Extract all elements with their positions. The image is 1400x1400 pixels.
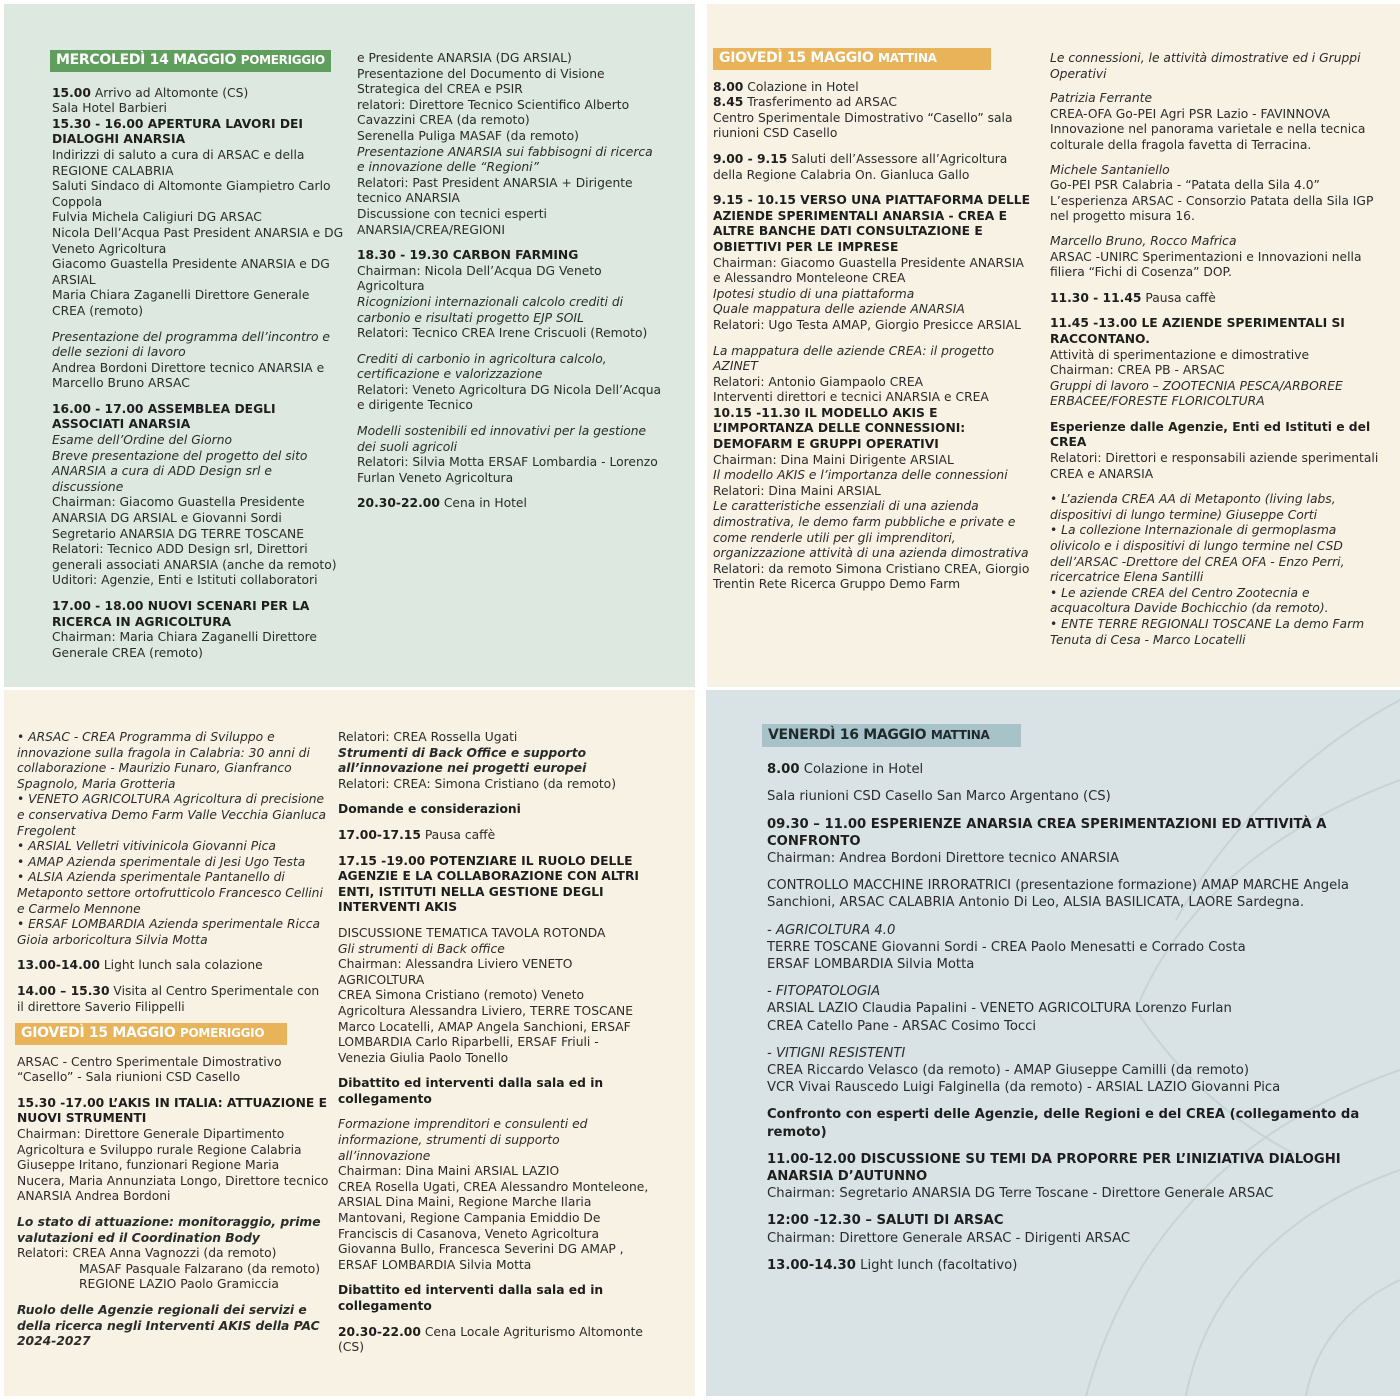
agenda-line [52, 257, 346, 288]
agenda-line [357, 352, 662, 383]
agenda-line [767, 761, 1362, 778]
line-text: Trasferimento ad ARSAC [743, 95, 897, 110]
time-label: 14.00 – 15.30 [17, 983, 110, 998]
time-label: 17.00-17.15 [338, 827, 421, 842]
topic-text: • ARSIAL Velletri vitivinicola Giovanni Pica [17, 839, 276, 854]
topic-text: Formazione imprenditori e consulenti ed informazione, strumenti di supporto all’innovazione [338, 1117, 588, 1163]
header-day: VENERDÌ 16 MAGGIO [768, 727, 927, 743]
agenda-line [767, 877, 1362, 911]
line-text: Chairman: Alessandra Liviero VENETO AGRICOLTURA [338, 957, 573, 987]
line-text: Chairman: Maria Chiara Zaganelli Direttore Generale CREA (remoto) [52, 630, 317, 660]
agenda-line [52, 148, 346, 179]
topic-text: Esame dell’Ordine del Giorno [52, 433, 233, 448]
line-text: e Presidente ANARSIA (DG ARSIAL) [357, 51, 572, 65]
agenda-line [357, 129, 662, 145]
line-text: Presentazione del Documento di Visione Strategica del CREA e PSIR [357, 66, 605, 97]
agenda-line [17, 1262, 329, 1278]
line-text: Relatori: Tecnico CREA Irene Criscuoli (Remoto) [357, 326, 648, 341]
topic-text: • ARSAC - CREA Programma di Sviluppo e innovazione sulla fragola in Calabria: 30 anni di collaborazione - Maurizio Funaro, Gianfranco Spagnolo, Maria Grotteria [17, 730, 310, 791]
agenda-line [713, 499, 1035, 561]
agenda-line [52, 226, 346, 257]
line-text: Pausa caffè [420, 827, 496, 842]
agenda-line [767, 1185, 1362, 1202]
p2-col2 [1050, 51, 1380, 648]
agenda-line [52, 86, 346, 102]
agenda-line [713, 562, 1035, 593]
p3-col2 [338, 730, 650, 1356]
agenda-line [1050, 451, 1380, 482]
line-text: Chairman: Segretario ANARSIA DG Terre Toscane - Direttore Generale ARSAC [767, 1186, 1274, 1202]
p2-col1-list [713, 80, 1035, 593]
agenda-line [357, 383, 662, 414]
time-label: 8.00 [767, 762, 800, 778]
agenda-line [713, 95, 1035, 111]
session-title: 15.30 - 16.00 APERTURA LAVORI DEI DIALOGHI ANARSIA [52, 116, 304, 147]
line-text: relatori: Direttore Tecnico Scientifico Alberto Cavazzini CREA (da remoto) [357, 97, 630, 128]
line-text: Maria Chiara Zaganelli Direttore Generale CREA (remoto) [52, 288, 310, 318]
agenda-line [338, 1283, 650, 1314]
topic-text: Ricognizioni internazionali calcolo crediti di carbonio e risultati progetto EJP SOIL [357, 294, 624, 325]
agenda-line [767, 956, 1362, 973]
line-text: Chairman: Andrea Bordoni Direttore tecnico ANARSIA [767, 851, 1119, 867]
session-title: Dibattito ed interventi dalla sala ed in collegamento [338, 1283, 604, 1313]
agenda-line [17, 1215, 329, 1246]
agenda-line [1050, 363, 1380, 379]
line-text: Relatori: Tecnico ADD Design srl, Direttori generali associati ANARSIA (anche da remoto) [52, 542, 337, 572]
panel-wednesday-afternoon [4, 4, 695, 687]
line-text: VCR Vivai Rauscedo Luigi Falginella (da remoto) - ARSIAL LAZIO Giovanni Pica [767, 1080, 1281, 1096]
line-text: Saluti dell’Assessore all’Agricoltura della Regione Calabria On. Gianluca Gallo [713, 151, 1008, 182]
session-title: 11.45 -13.00 LE AZIENDE SPERIMENTALI SI RACCONTANO. [1050, 316, 1345, 346]
p1-col2 [357, 51, 662, 512]
p4-col [762, 724, 1362, 1274]
topic-text: Presentazione del programma dell’incontro e delle sezioni di lavoro [52, 329, 330, 360]
line-text: Go-PEI PSR Calabria - “Patata della Sila 4.0” L’esperienza ARSAC - Consorzio Patata della Sila IGP nel progetto misura 16. [1050, 178, 1374, 224]
agenda-line [17, 870, 329, 917]
agenda-line [338, 854, 650, 916]
line-text: Relatori: Direttori e responsabili aziende sperimentali CREA e ANARSIA [1050, 451, 1379, 481]
panel-friday-morning [706, 690, 1400, 1396]
line-text: CREA-OFA Go-PEI Agri PSR Lazio - FAVINNOVA Innovazione nel panorama varietale e nella tecnica colturale della fragola favetta di Terracina. [1050, 106, 1366, 152]
line-text: CONTROLLO MACCHINE IRRORATRICI (presentazione formazione) AMAP MARCHE Angela Sanchioni, ARSAC CALABRIA Antonio Di Leo, ALSIA BASILICATA, LAORE Sardegna. [767, 878, 1349, 911]
line-text: Light lunch sala colazione [99, 958, 263, 973]
agenda-line [767, 1212, 1362, 1229]
topic-text: • ENTE TERRE REGIONALI TOSCANE La demo Farm Tenuta di Cesa - Marco Locatelli [1050, 617, 1365, 647]
session-title: 9.15 - 10.15 VERSO UNA PIATTAFORMA DELLE AZIENDE SPERIMENTALI ANARSIA - CREA E ALTRE BANCHE DATI CONSULTAZIONE E OBIETTIVI PER LE IMPRESE [713, 193, 1031, 254]
agenda-line [52, 179, 346, 210]
p4-col-list [767, 761, 1362, 1274]
p3-col1 [17, 730, 329, 1350]
line-text: Centro Sperimentale Dimostrativo “Casello” sala riunioni CSD Casello [713, 110, 1013, 141]
header-thursday-morning [713, 48, 991, 70]
agenda-line [52, 495, 346, 542]
line-text: Pausa caffè [1141, 290, 1216, 305]
line-text: Relatori: da remoto Simona Cristiano CREA, Giorgio Trentin Rete Ricerca Gruppo Demo Farm [713, 561, 1030, 592]
agenda-line [17, 1055, 329, 1086]
agenda-line [357, 496, 662, 512]
agenda-line [767, 1045, 1362, 1062]
header-friday [762, 724, 1021, 747]
line-text: TERRE TOSCANE Giovanni Sordi - CREA Paolo Menesatti e Corrado Costa [767, 939, 1246, 955]
line-text: Chairman: Giacomo Guastella Presidente ANARSIA e Alessandro Monteleone CREA [713, 255, 1024, 286]
header-wednesday [50, 50, 331, 72]
agenda-line [338, 926, 650, 942]
p3-col2-list [338, 730, 650, 1356]
agenda-line [52, 433, 346, 449]
agenda-line [713, 468, 1035, 484]
agenda-line [17, 1246, 329, 1262]
line-text: Andrea Bordoni Direttore tecnico ANARSIA e Marcello Bruno ARSAC [52, 360, 325, 391]
time-label: 9.00 - 9.15 [713, 151, 788, 166]
p1-col1-list [52, 86, 346, 662]
agenda-line [1050, 420, 1380, 451]
agenda-line [52, 542, 346, 573]
agenda-line [338, 802, 650, 818]
agenda-line [17, 958, 329, 974]
session-title: 11.00-12.00 DISCUSSIONE SU TEMI DA PROPORRE PER L’INIZIATIVA DIALOGHI ANARSIA D’AUTUNNO [767, 1151, 1341, 1185]
line-text: Visita al Centro Sperimentale con il direttore Saverio Filippelli [17, 983, 320, 1014]
topic-text: • VENETO AGRICOLTURA Agricoltura di precisione e conservativa Demo Farm Valle Vecchia Gianluca Fregolent [17, 792, 327, 838]
agenda-line [357, 264, 662, 295]
time-label: 8.45 [713, 95, 744, 110]
agenda-line [713, 375, 1035, 391]
line-text: CREA Catello Pane - ARSAC Cosimo Tocci [767, 1018, 1037, 1034]
topic-text: Strumenti di Back Office e supporto all’innovazione nei progetti europei [338, 745, 587, 776]
p3-col1-top-list [17, 730, 329, 1015]
agenda-line [338, 988, 650, 1066]
topic-text: - FITOPATOLOGIA [767, 984, 881, 1000]
time-label: 11.30 - 11.45 [1050, 290, 1142, 305]
line-text: Attività di sperimentazione e dimostrative [1050, 347, 1310, 362]
agenda-line [767, 1106, 1362, 1140]
agenda-line [357, 67, 662, 98]
header-period: MATTINA [930, 728, 990, 742]
agenda-line [713, 152, 1035, 183]
header-day: GIOVEDÌ 15 MAGGIO [719, 50, 874, 66]
agenda-line [713, 287, 1035, 303]
agenda-line [1050, 617, 1380, 648]
time-label: 15.00 [52, 85, 91, 100]
p2-col2-list [1050, 51, 1380, 648]
agenda-line [767, 788, 1362, 805]
session-title: Esperienze dalle Agenzie, Enti ed Istituti e del CREA [1050, 419, 1371, 450]
agenda-line [1050, 250, 1380, 281]
panel-thursday-morning [707, 4, 1400, 687]
line-text: Relatori: Ugo Testa AMAP, Giorgio Presicce ARSIAL [713, 317, 1021, 332]
agenda-line [767, 922, 1362, 939]
line-text: Discussione con tecnici esperti ANARSIA/CREA/REGIONI [357, 206, 547, 237]
topic-text: Modelli sostenibili ed innovativi per la gestione dei suoli agricoli [357, 424, 647, 454]
agenda-line [767, 1000, 1362, 1017]
agenda-line [357, 326, 662, 342]
agenda-line [52, 330, 346, 361]
agenda-line [1050, 523, 1380, 585]
session-title: 12:00 -12.30 – SALUTI DI ARSAC [767, 1213, 1004, 1229]
session-title: 10.15 -11.30 IL MODELLO AKIS E L’IMPORTANZA DELLE CONNESSIONI: DEMOFARM E GRUPPI OPERATIVI [713, 405, 966, 452]
agenda-line [767, 1151, 1362, 1185]
agenda-line [767, 983, 1362, 1000]
agenda-line [52, 117, 346, 148]
header-day: MERCOLEDÌ 14 MAGGIO [56, 52, 237, 68]
line-text: Chairman: Direttore Generale ARSAC - Dirigenti ARSAC [767, 1230, 1131, 1246]
line-text: Light lunch (facoltativo) [855, 1257, 1018, 1273]
agenda-line [767, 1230, 1362, 1247]
agenda-line [52, 288, 346, 319]
agenda-line [713, 111, 1035, 142]
line-text: Indirizzi di saluto a cura di ARSAC e della REGIONE CALABRIA [52, 147, 305, 178]
agenda-line [52, 449, 346, 496]
p2-col1 [713, 48, 1035, 593]
agenda-line [1050, 178, 1380, 225]
agenda-line [338, 957, 650, 988]
line-text: Cena Locale Agriturismo Altomonte (CS) [338, 1324, 644, 1355]
agenda-line [338, 1180, 650, 1274]
agenda-line [17, 730, 329, 792]
header-period: MATTINA [878, 51, 937, 65]
agenda-line [357, 455, 662, 486]
line-text: Chairman: Nicola Dell’Acqua DG Veneto Agricoltura [357, 263, 602, 294]
topic-text: Marcello Bruno, Rocco Mafrica [1050, 233, 1237, 248]
agenda-line [713, 302, 1035, 318]
header-thursday-afternoon [15, 1023, 287, 1045]
session-title: 15.30 -17.00 L’AKIS IN ITALIA: ATTUAZIONE E NUOVI STRUMENTI [17, 1095, 327, 1126]
agenda-line [713, 318, 1035, 334]
agenda-line [357, 295, 662, 326]
agenda-line [713, 256, 1035, 287]
line-text: ARSIAL LAZIO Claudia Papalini - VENETO AGRICOLTURA Lorenzo Furlan [767, 1001, 1232, 1017]
agenda-line [713, 344, 1035, 375]
agenda-line [17, 1303, 329, 1350]
agenda-line [1050, 348, 1380, 364]
agenda-line [17, 839, 329, 855]
agenda-line [338, 746, 650, 777]
agenda-line [52, 101, 346, 117]
p3-col1-bottom-list [17, 1055, 329, 1350]
agenda-line [338, 942, 650, 958]
agenda-line [713, 193, 1035, 255]
line-text: Uditori: Agenzie, Enti e Istituti collaboratori [52, 573, 318, 588]
line-text: Relatori: Veneto Agricoltura DG Nicola Dell’Acqua e dirigente Tecnico [357, 382, 662, 413]
line-text: Colazione in Hotel [743, 79, 859, 94]
topic-text: • Le aziende CREA del Centro Zootecnia e acquacoltura Davide Bochicchio (da remoto). [1050, 585, 1329, 616]
line-text: Sala Hotel Barbieri [52, 101, 167, 116]
session-title: 18.30 - 19.30 CARBON FARMING [357, 248, 579, 263]
agenda-line [713, 390, 1035, 406]
session-title: 09.30 – 11.00 ESPERIENZE ANARSIA CREA SPERIMENTAZIONI ED ATTIVITÀ A CONFRONTO [767, 816, 1327, 849]
topic-text: Lo stato di attuazione: monitoraggio, prime valutazioni ed il Coordination Body [17, 1215, 321, 1245]
agenda-line [17, 1277, 329, 1293]
time-label: 13.00-14.00 [17, 958, 100, 973]
topic-text: Il modello AKIS e l’importanza delle connessioni [713, 468, 1008, 483]
header-period: POMERIGGIO [180, 1026, 265, 1041]
session-title: 17.00 - 18.00 NUOVI SCENARI PER LA RICERCA IN AGRICOLTURA [52, 599, 310, 629]
line-text: Relatori: Antonio Giampaolo CREA [713, 374, 924, 389]
topic-text: Gli strumenti di Back office [338, 941, 505, 956]
line-text: Nicola Dell’Acqua Past President ANARSIA e DG Veneto Agricoltura [52, 225, 344, 256]
time-label: 8.00 [713, 79, 744, 94]
line-text: Cena in Hotel [439, 496, 527, 511]
line-text: Relatori: Dina Maini ARSIAL [713, 483, 881, 498]
agenda-line [52, 599, 346, 630]
agenda-line [1050, 234, 1380, 250]
line-text: Relatori: Past President ANARSIA + Dirigente tecnico ANARSIA [357, 175, 633, 206]
topic-text: Patrizia Ferrante [1050, 91, 1153, 106]
session-title: Domande e considerazioni [338, 802, 521, 817]
agenda-line [767, 850, 1362, 867]
agenda-line [357, 424, 662, 455]
topic-text: • La collezione Internazionale di germoplasma olivicolo e i dispositivi di lungo termine nel CSD dell’ARSAC -Drettore del CREA OFA - Enzo Perri, ricercatrice Elena Santilli [1050, 523, 1345, 585]
line-text: Giacomo Guastella Presidente ANARSIA e DG ARSIAL [52, 257, 330, 287]
agenda-line [713, 406, 1035, 453]
agenda-line [52, 573, 346, 589]
line-text: Chairman: Giacomo Guastella Presidente ANARSIA DG ARSIAL e Giovanni Sordi Segretario ANARSIA DG TERRE TOSCANE [52, 495, 305, 541]
line-text: Fulvia Michela Caligiuri DG ARSAC [52, 210, 262, 225]
topic-text: Michele Santaniello [1050, 162, 1170, 177]
session-title: Confronto con esperti delle Agenzie, delle Regioni e del CREA (collegamento da remoto) [767, 1107, 1360, 1140]
line-text: CREA Simona Cristiano (remoto) Veneto Agricoltura Alessandra Liviero, TERRE TOSCANE Marco Locatelli, AMAP Angela Sanchioni, ERSAF LOMBARDIA Carlo Riparbelli, ERSAF Friuli - Venezia Giulia Paolo Tonello [338, 988, 634, 1065]
line-text: ERSAF LOMBARDIA Silvia Motta [767, 957, 975, 973]
agenda-line [338, 1325, 650, 1356]
agenda-line [338, 730, 650, 746]
agenda-line [357, 145, 662, 176]
agenda-line [1050, 586, 1380, 617]
topic-text: Quale mappatura delle aziende ANARSIA [713, 302, 965, 317]
agenda-line [357, 98, 662, 129]
line-text: DISCUSSIONE TEMATICA TAVOLA ROTONDA [338, 925, 606, 940]
topic-text: Ruolo delle Agenzie regionali dei servizi e della ricerca negli Interventi AKIS della PAC 2024-2027 [17, 1303, 320, 1349]
session-title: 17.15 -19.00 POTENZIARE IL RUOLO DELLE AGENZIE E LA COLLABORAZIONE CON ALTRI ENTI, ISTITUTI NELLA GESTIONE DEGLI INTERVENTI AKIS [338, 853, 639, 915]
line-text: REGIONE LAZIO Paolo Gramiccia [79, 1277, 279, 1292]
line-text: Sala riunioni CSD Casello San Marco Argentano (CS) [767, 789, 1111, 805]
line-text: ARSAC -UNIRC Sperimentazioni e Innovazioni nella filiera “Fichi di Cosenza” DOP. [1050, 249, 1362, 280]
line-text: ARSAC - Centro Sperimentale Dimostrativo “Casello” - Sala riunioni CSD Casello [17, 1054, 282, 1085]
p1-col1 [50, 50, 346, 661]
agenda-line [1050, 492, 1380, 523]
session-title: 16.00 - 17.00 ASSEMBLEA DEGLI ASSOCIATI ANARSIA [52, 401, 276, 432]
agenda-line [1050, 291, 1380, 307]
agenda-line [1050, 379, 1380, 410]
line-text: Chairman: Dina Maini ARSIAL LAZIO [338, 1164, 560, 1179]
agenda-line [17, 984, 329, 1015]
agenda-line [338, 1164, 650, 1180]
topic-text: Crediti di carbonio in agricoltura calcolo, certificazione e valorizzazione [357, 351, 607, 382]
agenda-line [767, 816, 1362, 850]
line-text: Saluti Sindaco di Altomonte Giampietro Carlo Coppola [52, 179, 331, 209]
topic-text: • ALSIA Azienda sperimentale Pantanello di Metaponto settore ortofrutticolo Francesco Cellini e Carmelo Mennone [17, 870, 323, 916]
topic-text: - AGRICOLTURA 4.0 [767, 922, 896, 938]
line-text: Chairman: CREA PB - ARSAC [1050, 363, 1225, 378]
topic-text: Le connessioni, le attività dimostrative ed i Gruppi Operativi [1050, 51, 1361, 81]
agenda-line [357, 51, 662, 67]
agenda-line [767, 939, 1362, 956]
agenda-line [17, 792, 329, 839]
line-text: CREA Riccardo Velasco (da remoto) - AMAP Giuseppe Camilli (da remoto) [767, 1063, 1250, 1079]
line-text: Serenella Puliga MASAF (da remoto) [357, 128, 579, 143]
topic-text: Ipotesi studio di una piattaforma [713, 286, 915, 301]
agenda-line [713, 453, 1035, 469]
agenda-line [357, 176, 662, 207]
topic-text: La mappatura delle aziende CREA: il progetto AZINET [713, 343, 995, 374]
line-text: Arrivo ad Altomonte (CS) [90, 85, 249, 100]
agenda-line [338, 777, 650, 793]
agenda-line [52, 402, 346, 433]
line-text: CREA Rosella Ugati, CREA Alessandro Monteleone, ARSIAL Dina Maini, Regione Marche Ilaria Mantovani, Regione Campania Emiddio De Franciscis di Casanova, Veneto Agricoltura Giovanna Bullo, Francesca Severini DG AMAP , ERSAF LOMBARDIA Silvia Motta [338, 1179, 649, 1272]
agenda-line [52, 210, 346, 226]
agenda-line [17, 855, 329, 871]
line-text: Interventi direttori e tecnici ANARSIA e CREA [713, 390, 989, 405]
agenda-line [1050, 51, 1380, 82]
agenda-line [1050, 107, 1380, 154]
agenda-line [1050, 316, 1380, 347]
line-text: Relatori: Silvia Motta ERSAF Lombardia - Lorenzo Furlan Veneto Agricoltura [357, 455, 658, 485]
agenda-line [338, 828, 650, 844]
agenda-line [17, 1096, 329, 1127]
agenda-line [1050, 91, 1380, 107]
topic-text: Gruppi di lavoro – ZOOTECNIA PESCA/ARBOREE ERBACEE/FORESTE FLORICOLTURA [1050, 378, 1343, 409]
agenda-line [338, 1076, 650, 1107]
p1-col2-list [357, 51, 662, 512]
agenda-line [713, 80, 1035, 96]
topic-text: • ERSAF LOMBARDIA Azienda sperimentale Ricca Gioia arboricoltura Silvia Motta [17, 917, 320, 947]
session-title: Dibattito ed interventi dalla sala ed in collegamento [338, 1076, 604, 1106]
agenda-line [52, 361, 346, 392]
agenda-line [767, 1257, 1362, 1274]
topic-text: • AMAP Azienda sperimentale di Jesi Ugo Testa [17, 854, 306, 869]
header-day: GIOVEDÌ 15 MAGGIO [21, 1025, 176, 1042]
topic-text: Presentazione ANARSIA sui fabbisogni di ricerca e innovazione delle “Regioni” [357, 144, 653, 175]
line-text: Chairman: Dina Maini Dirigente ARSIAL [713, 452, 954, 467]
agenda-line [1050, 163, 1380, 179]
topic-text: - VITIGNI RESISTENTI [767, 1045, 906, 1061]
agenda-line [357, 207, 662, 238]
topic-text: • L’azienda CREA AA di Metaponto (living labs, dispositivi di lungo termine) Giuseppe Corti [1050, 492, 1336, 522]
line-text: Relatori: CREA: Simona Cristiano (da remoto) [338, 776, 616, 791]
agenda-line [767, 1079, 1362, 1096]
agenda-line [17, 1127, 329, 1205]
header-period: POMERIGGIO [240, 53, 325, 67]
agenda-line [713, 484, 1035, 500]
time-label: 20.30-22.00 [338, 1324, 421, 1339]
agenda-line [17, 917, 329, 948]
line-text: MASAF Pasquale Falzarano (da remoto) [79, 1261, 321, 1276]
line-text: Relatori: CREA Anna Vagnozzi (da remoto) [17, 1246, 277, 1261]
agenda-line [357, 248, 662, 264]
agenda-line [767, 1062, 1362, 1079]
agenda-line [52, 630, 346, 661]
agenda-line [338, 1117, 650, 1164]
time-label: 13.00-14.30 [767, 1257, 856, 1273]
line-text: Relatori: CREA Rossella Ugati [338, 730, 518, 744]
agenda-line [767, 1018, 1362, 1035]
topic-text: Breve presentazione del progetto del sito ANARSIA a cura di ADD Design srl e discussione [52, 448, 308, 494]
panel-thursday-afternoon [4, 690, 695, 1396]
line-text: Colazione in Hotel [799, 762, 924, 778]
time-label: 20.30-22.00 [357, 496, 440, 511]
topic-text: Le caratteristiche essenziali di una azienda dimostrativa, le demo farm pubbliche e private e come renderle utili per gli imprenditori, organizzazione attività di una azienda dimostrativa [713, 499, 1029, 561]
line-text: Chairman: Direttore Generale Dipartimento Agricoltura e Sviluppo rurale Regione Calabria Giuseppe Iritano, funzionari Regione Maria Nucera, Maria Annunziata Longo, Direttore tecnico ANARSIA Andrea Bordoni [17, 1127, 329, 1204]
